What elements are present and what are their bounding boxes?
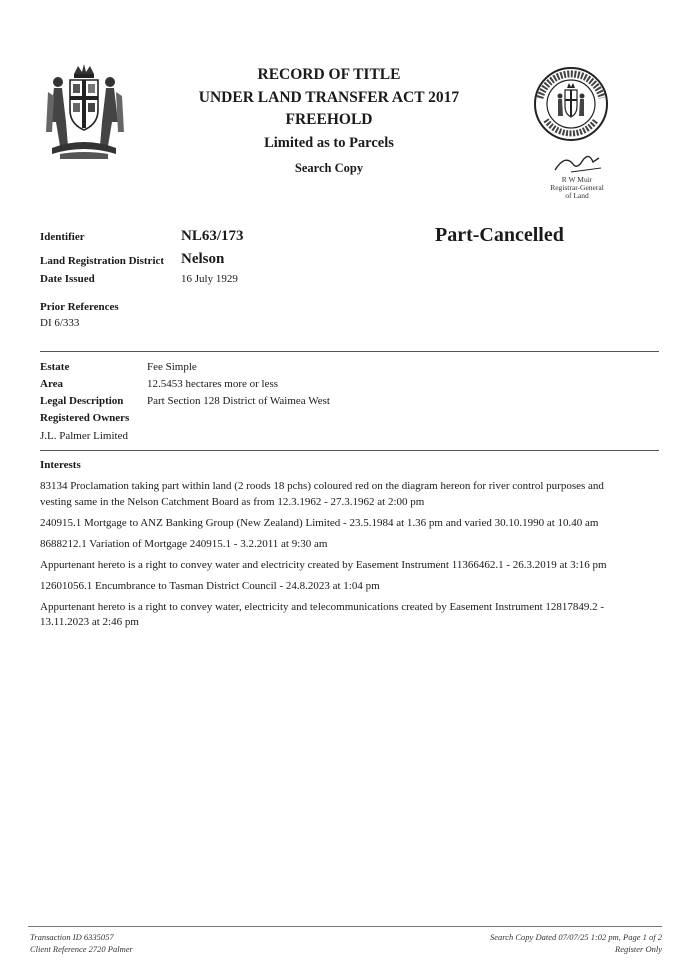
identifier-value: NL63/173 <box>181 228 244 244</box>
district-value: Nelson <box>181 251 225 267</box>
estate-value: Fee Simple <box>147 361 197 373</box>
registrar-general-seal <box>532 64 610 144</box>
identifier-label: Identifier <box>40 231 85 243</box>
registrar-signature <box>534 150 620 200</box>
area-label: Area <box>40 378 64 390</box>
registered-owners-label: Registered Owners <box>40 412 130 424</box>
register-only: Register Only <box>615 944 662 954</box>
interest-item: Appurtenant hereto is a right to convey water, electricity and telecommunications created by Easement Instrument 12817849.2 - 13.11.2023 at 2:46 pm <box>40 600 605 628</box>
transaction-id: Transaction ID 6335057 <box>30 932 114 942</box>
estate-label: Estate <box>40 361 70 373</box>
title-line-limited: Limited as to Parcels <box>264 134 394 151</box>
prior-references-label: Prior References <box>40 301 119 313</box>
signatory-title-2: of Land <box>565 191 589 200</box>
interests-label: Interests <box>40 459 81 471</box>
interests-list <box>40 479 620 636</box>
title-block <box>150 64 508 178</box>
interest-item: 83134 Proclamation taking part within land (2 roods 18 pchs) coloured red on the diagram hereon for river control purposes and vesting same in the Nelson Catchment Board as from 12.3.1962 - 27.3.1962 at 2:00 pm <box>40 480 604 508</box>
area-value: 12.5453 hectares more or less <box>147 378 279 390</box>
signatory-name: R W Muir <box>561 175 593 184</box>
legal-description-label: Legal Description <box>40 395 124 407</box>
signature-scribble-icon <box>547 150 607 176</box>
district-label: Land Registration District <box>40 255 165 267</box>
registered-owners-value: J.L. Palmer Limited <box>40 430 128 442</box>
footer-divider <box>28 926 662 927</box>
legal-description-value: Part Section 128 District of Waimea West <box>147 395 330 407</box>
title-line-record-of-title: RECORD OF TITLE <box>257 66 401 83</box>
coat-of-arms-emblem <box>38 62 130 162</box>
interest-item: 12601056.1 Encumbrance to Tasman District Council - 24.8.2023 at 1:04 pm <box>40 579 380 592</box>
date-issued-value: 16 July 1929 <box>181 273 238 285</box>
date-issued-label: Date Issued <box>40 273 95 285</box>
interest-item: Appurtenant hereto is a right to convey water and electricity created by Easement Instrument 11366462.1 - 26.3.2019 at 3:16 pm <box>40 558 607 571</box>
prior-references-value: DI 6/333 <box>40 317 80 329</box>
title-line-act: UNDER LAND TRANSFER ACT 2017 <box>198 88 460 106</box>
section-divider <box>40 351 659 352</box>
interest-item: 8688212.1 Variation of Mortgage 240915.1 - 3.2.2011 at 9:30 am <box>40 537 328 550</box>
title-line-search-copy: Search Copy <box>294 160 364 175</box>
client-reference: Client Reference 2720 Palmer <box>30 944 133 954</box>
status-part-cancelled: Part-Cancelled <box>435 224 564 246</box>
search-copy-dated: Search Copy Dated 07/07/25 1:02 pm, Page 1 of 2 <box>489 932 662 942</box>
signatory-title: Registrar-General <box>550 183 604 192</box>
interest-item: 240915.1 Mortgage to ANZ Banking Group (New Zealand) Limited - 23.5.1984 at 1.36 pm and varied 30.10.1990 at 10.40 am <box>40 516 599 529</box>
section-divider <box>40 450 659 451</box>
title-line-freehold: FREEHOLD <box>285 111 373 128</box>
